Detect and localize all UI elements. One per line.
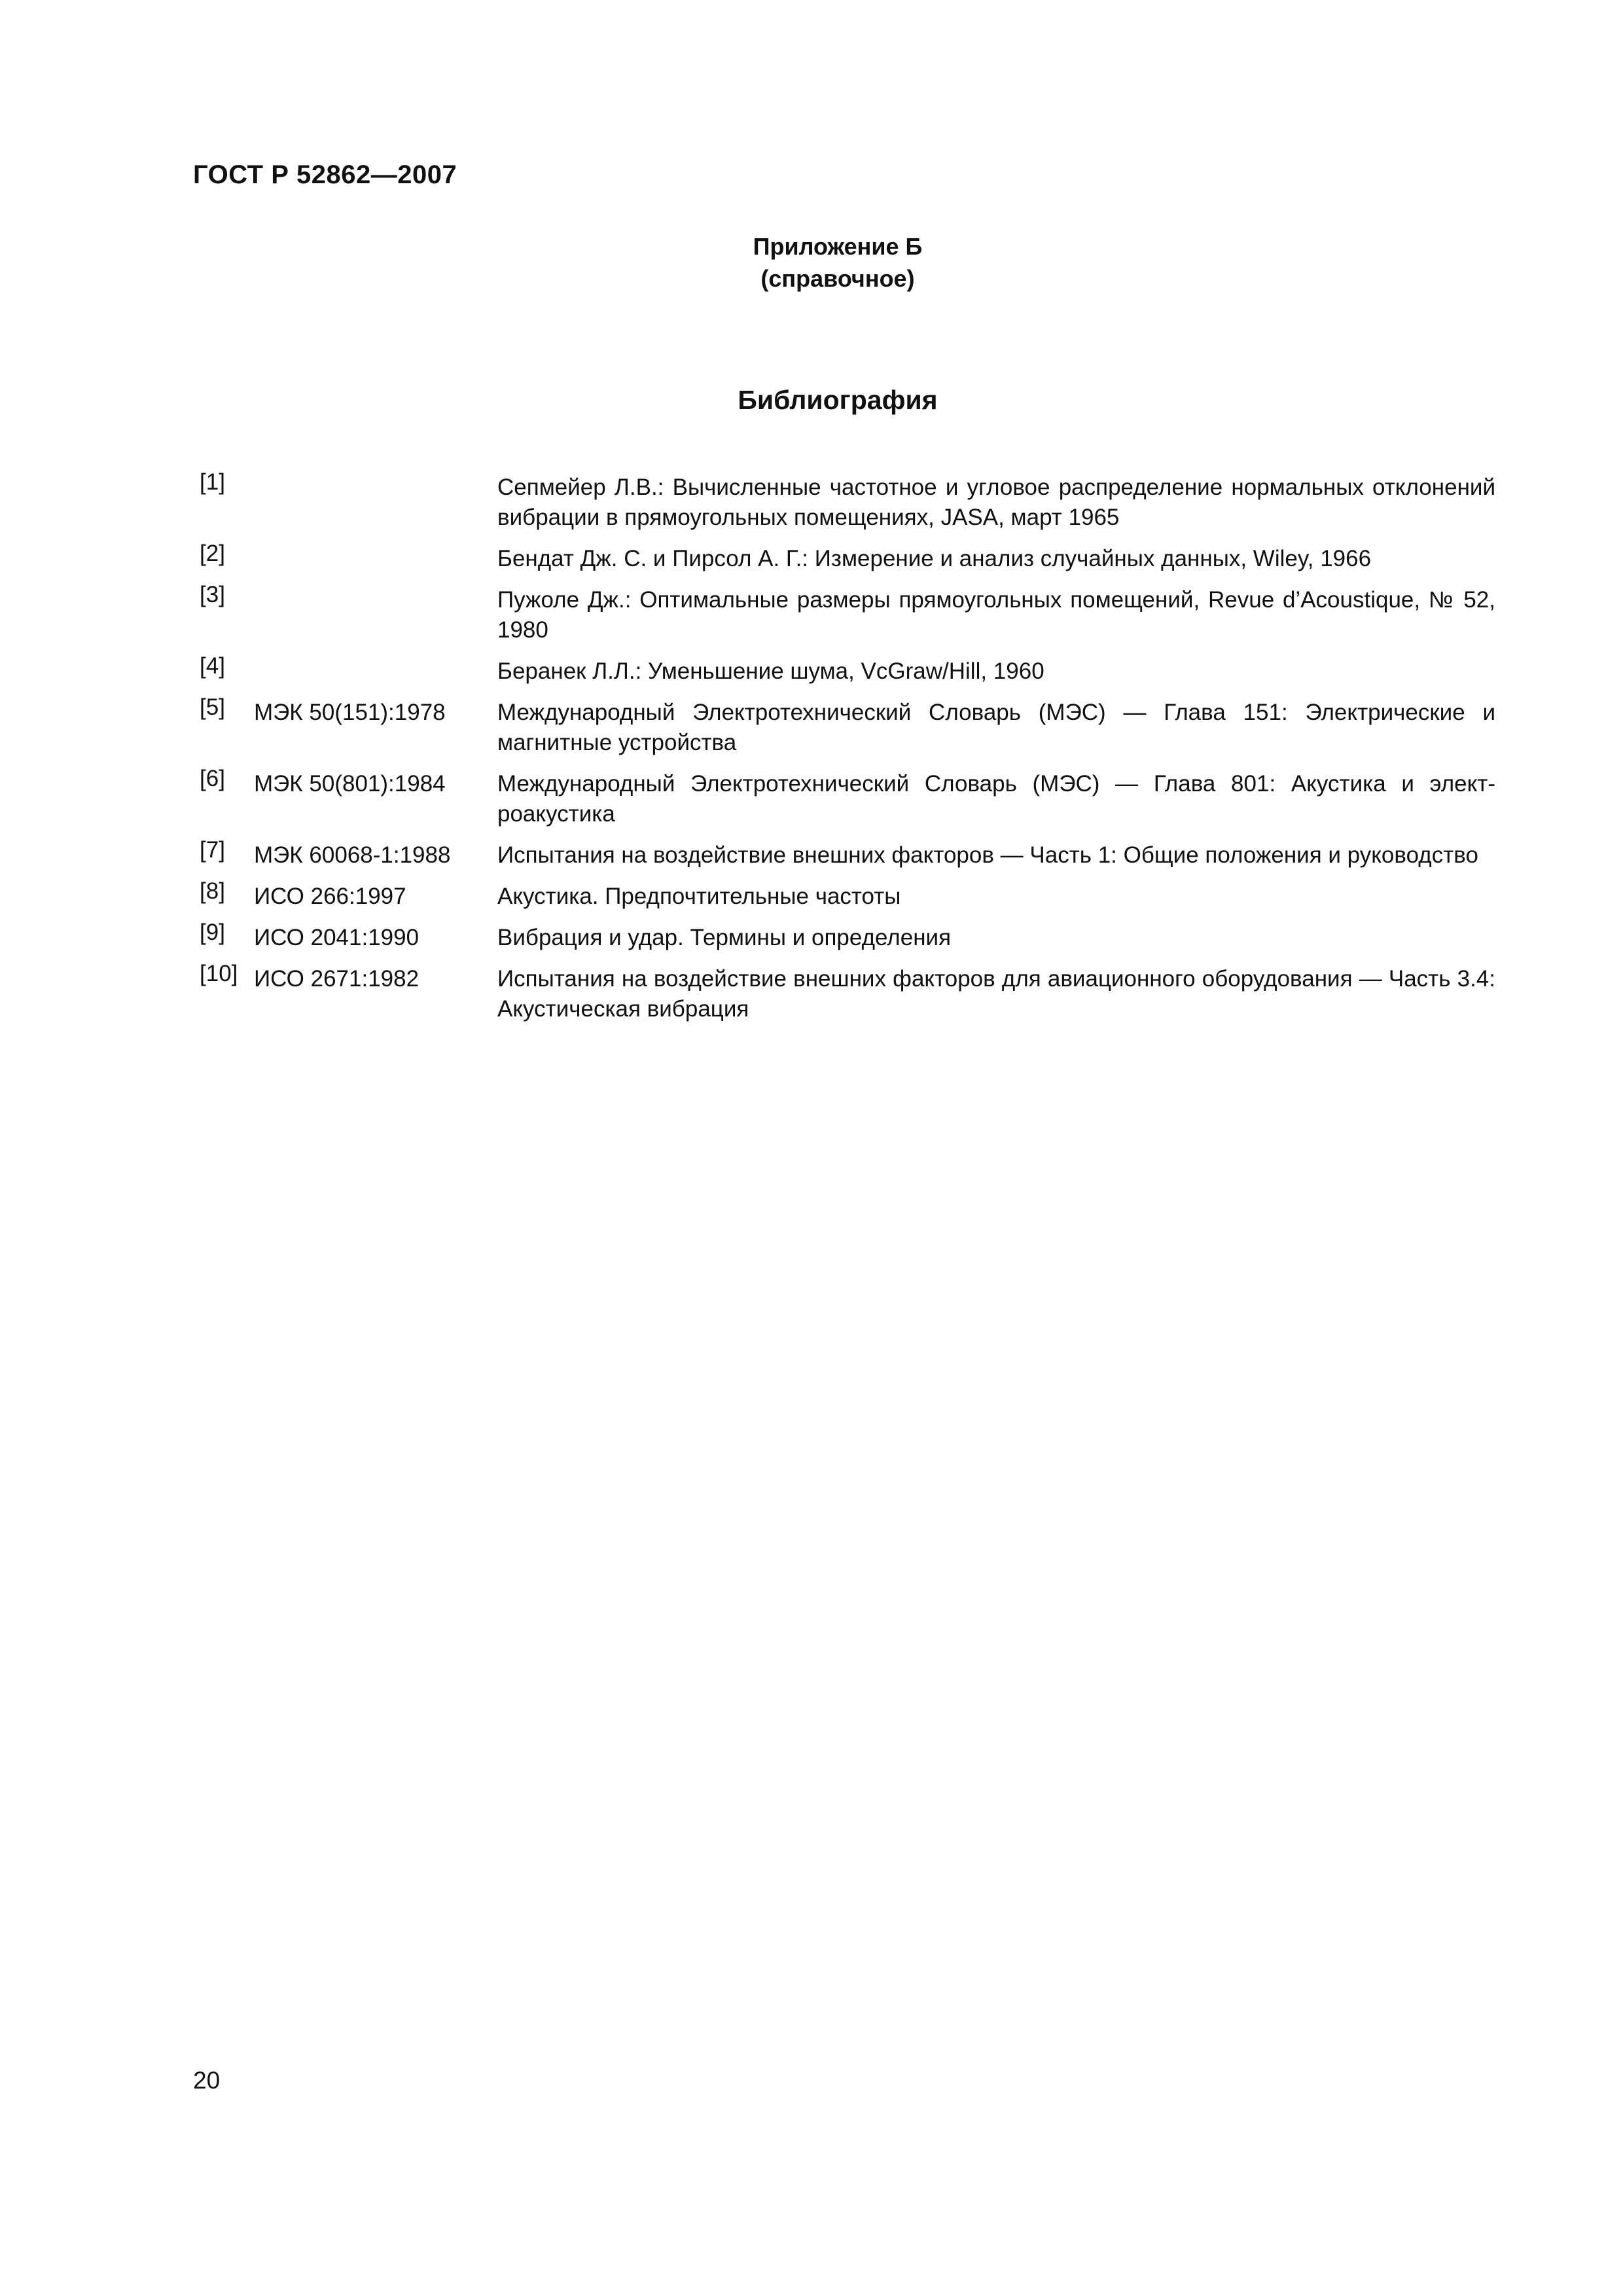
entry-text: Беранек Л.Л.: Уменьшение шума, VcGraw/Hill, 1960 (497, 658, 1044, 684)
entry-text: Международный Электротехнический Словарь (МЭС) — Глава 151: Электрические и магнитные устройства (497, 700, 1495, 755)
entry-standard: МЭК 60068-1:1988 (254, 842, 451, 868)
entry-number: [7] (200, 837, 225, 863)
entry-number: [3] (200, 582, 225, 607)
entry-number: [5] (200, 694, 225, 720)
entry-standard: ИСО 2671:1982 (254, 966, 419, 992)
entry-text: Пужоле Дж.: Оптимальные размеры прямоугольных помещений, Revue d’Acoustique, № 52, 1980 (497, 587, 1495, 643)
entry-number: [8] (200, 878, 225, 904)
entry-text: Испытания на воздействие внешних факторов для авиационного оборудования — Часть 3.4: Акустическая вибрация (497, 966, 1495, 1022)
bibliography-entry (200, 469, 1495, 533)
entry-number: [4] (200, 653, 225, 679)
appendix-title: Приложение Б (753, 233, 923, 260)
bibliography-list (200, 469, 1495, 1024)
entry-text: Международный Электротехнический Словарь (МЭС) — Глава 801: Акустика и электроакустика (497, 771, 1495, 827)
entry-text: Вибрация и удар. Термины и определения (497, 925, 952, 950)
bibliography-entry (200, 694, 1495, 758)
entry-standard: ИСО 2041:1990 (254, 925, 419, 950)
entry-text: Бендат Дж. С. и Пирсол А. Г.: Измерение и анализ случайных данных, Wiley, 1966 (497, 546, 1372, 571)
entry-standard: ИСО 266:1997 (254, 884, 406, 909)
page-number: 20 (193, 2067, 221, 2094)
entry-standard: МЭК 50(801):1984 (254, 771, 446, 797)
entry-number: [9] (200, 920, 225, 945)
bibliography-entry (200, 920, 1495, 953)
bibliography-entry (200, 878, 1495, 912)
bibliography-entry (200, 766, 1495, 829)
entry-text: Испытания на воздействие внешних факторов — Часть 1: Общие положения и руководство (497, 842, 1478, 868)
bibliography-title: Библиография (738, 385, 938, 415)
entry-number: [6] (200, 766, 225, 791)
entry-standard: МЭК 50(151):1978 (254, 700, 446, 725)
document-code: ГОСТ Р 52862—2007 (193, 160, 457, 189)
appendix-subtitle: (справочное) (760, 265, 915, 292)
entry-text: Акустика. Предпочтительные частоты (497, 884, 901, 909)
entry-number: [10] (200, 961, 238, 986)
bibliography-entry (200, 541, 1495, 574)
bibliography-entry (200, 837, 1495, 870)
bibliography-entry (200, 961, 1495, 1024)
appendix-heading (0, 230, 1623, 295)
entry-text: Сепмейер Л.В.: Вычисленные частотное и угловое распределение нормальных отклонений вибрации в прямоугольных помещениях, JASA, март 1965 (497, 475, 1495, 530)
entry-number: [1] (200, 469, 225, 495)
bibliography-entry (200, 582, 1495, 645)
bibliography-entry (200, 653, 1495, 687)
entry-number: [2] (200, 541, 225, 566)
